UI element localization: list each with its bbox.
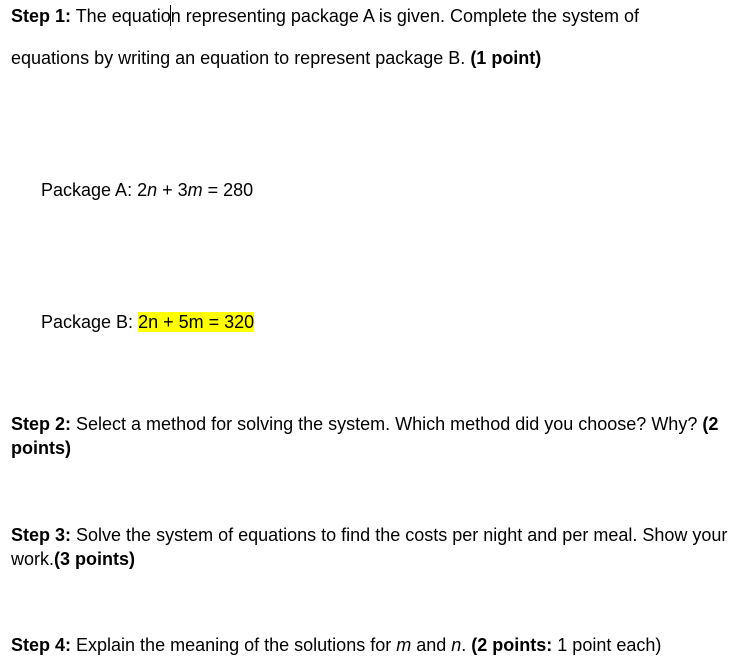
package-a-label: Package A: 2: [41, 180, 148, 200]
package-a-mid: + 3: [157, 180, 188, 200]
package-b-label: Package B:: [41, 312, 139, 332]
step4-points-bold: (2 points:: [471, 635, 553, 655]
step4-var-n: n: [451, 635, 462, 655]
step4-text-b: and: [411, 635, 452, 655]
step2-text: Select a method for solving the system. Which method did you choose? Why?: [71, 414, 703, 434]
step3-label: Step 3:: [11, 525, 72, 545]
step2-prompt: [11, 412, 739, 460]
package-a-var-n: n: [147, 180, 158, 200]
step4-text-a: Explain the meaning of the solutions for: [71, 635, 397, 655]
step4-label: Step 4:: [11, 635, 72, 655]
step2-points: (2 points): [11, 414, 719, 458]
step4-prompt: [11, 633, 739, 657]
package-a-var-m: m: [187, 180, 203, 200]
step3-points: (3 points): [54, 549, 136, 569]
step1-label: Step 1:: [11, 6, 72, 26]
step4-var-m: m: [396, 635, 412, 655]
step2-label: Step 2:: [11, 414, 72, 434]
step1-line2-text: equations by writing an equation to represent package B.: [11, 48, 471, 68]
package-a-rhs: = 280: [202, 180, 254, 200]
step1-prompt: [11, 4, 739, 28]
step3-prompt: [11, 523, 739, 571]
step1-prompt-continued: [11, 46, 739, 70]
step3-text: Solve the system of equations to find the costs per night and per meal. Show your work.: [11, 525, 728, 569]
package-b-equation[interactable]: [41, 310, 254, 334]
step4-points-rest: 1 point each): [552, 635, 662, 655]
package-a-equation: [41, 178, 253, 202]
step4-text-c: .: [461, 635, 472, 655]
step1-points: (1 point): [470, 48, 542, 68]
step1-text-before-cursor: The equatio: [71, 6, 171, 26]
package-b-answer-highlighted[interactable]: 2n + 5m = 320: [138, 312, 255, 332]
step1-text-after-cursor: n representing package A is given. Complete the system of: [170, 6, 640, 26]
